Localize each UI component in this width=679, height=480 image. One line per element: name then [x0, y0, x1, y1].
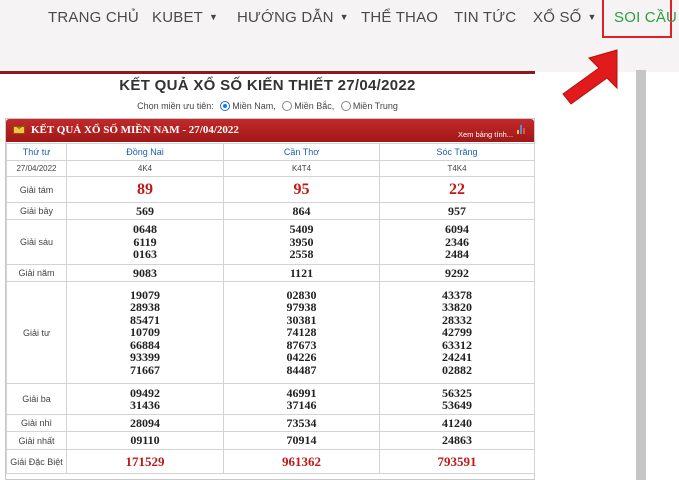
ticket-code: K4T4 — [224, 161, 380, 177]
nav-divider — [0, 71, 535, 74]
prize-value: 73534 — [224, 415, 380, 432]
results-table — [6, 143, 535, 474]
prize-values: 02830 97938 30381 74128 87673 04226 84487 — [224, 282, 380, 384]
prize-value: 9083 — [67, 265, 224, 282]
column-header[interactable]: Sóc Trăng — [380, 144, 535, 161]
special-prize-value: 793591 — [380, 450, 535, 474]
nav-tin-tuc[interactable]: TIN TỨC — [454, 9, 517, 26]
column-header[interactable]: Đồng Nai — [67, 144, 224, 161]
scrollbar[interactable] — [636, 70, 646, 480]
nav-the-thao[interactable]: THỂ THAO — [361, 9, 439, 26]
prize-label: Giải nhất — [7, 432, 67, 450]
table-row — [7, 282, 535, 384]
prize-value: 24863 — [380, 432, 535, 450]
table-row — [7, 203, 535, 220]
bar-chart-icon[interactable] — [517, 125, 525, 134]
ticket-code: T4K4 — [380, 161, 535, 177]
region-selector — [0, 101, 535, 111]
prize-value: 1121 — [224, 265, 380, 282]
prize-label: Giải tư — [7, 282, 67, 384]
prize-values: 0648 6119 0163 — [67, 220, 224, 265]
prize-value: 22 — [380, 177, 535, 203]
column-header[interactable]: Cần Thơ — [224, 144, 380, 161]
prize-value: 957 — [380, 203, 535, 220]
prize-values: 5409 3950 2558 — [224, 220, 380, 265]
table-row — [7, 265, 535, 282]
prize-value: 70914 — [224, 432, 380, 450]
radio-mien-trung[interactable] — [341, 101, 351, 111]
prize-value: 569 — [67, 203, 224, 220]
results-header — [6, 119, 534, 142]
prize-values: 46991 37146 — [224, 384, 380, 415]
prize-values: 6094 2346 2484 — [380, 220, 535, 265]
prize-value: 28094 — [67, 415, 224, 432]
prize-value: 89 — [67, 177, 224, 203]
nav-kubet[interactable]: KUBET ▼ — [152, 9, 219, 26]
results-title: KẾT QUẢ XỔ SỐ MIỀN NAM - 27/04/2022 — [31, 124, 239, 136]
prize-value: 9292 — [380, 265, 535, 282]
chevron-down-icon: ▼ — [339, 12, 349, 22]
table-row — [7, 415, 535, 432]
table-row — [7, 432, 535, 450]
radio-label: Miền Nam, — [232, 101, 276, 111]
prize-value: 09110 — [67, 432, 224, 450]
prize-values: 56325 53649 — [380, 384, 535, 415]
results-box — [5, 118, 535, 480]
table-header-row — [7, 144, 535, 161]
prize-label: Giải sáu — [7, 220, 67, 265]
mail-icon — [13, 126, 25, 134]
column-header: Thứ tư — [7, 144, 67, 161]
radio-mien-nam[interactable] — [220, 101, 230, 111]
prize-value: 41240 — [380, 415, 535, 432]
prize-values: 19079 28938 85471 10709 66884 93399 71667 — [67, 282, 224, 384]
table-row — [7, 384, 535, 415]
draw-date: 27/04/2022 — [7, 161, 67, 177]
prize-values: 43378 33820 28332 42799 63312 24241 02882 — [380, 282, 535, 384]
prize-value: 864 — [224, 203, 380, 220]
nav-trang-chu[interactable]: TRANG CHỦ — [48, 9, 139, 26]
table-row — [7, 177, 535, 203]
prize-label: Giải bảy — [7, 203, 67, 220]
region-prompt: Chọn miền ưu tiên: — [137, 101, 214, 111]
nav-xo-so[interactable]: XỔ SỐ ▼ — [533, 9, 597, 26]
table-row — [7, 450, 535, 474]
prize-label: Giải nhì — [7, 415, 67, 432]
radio-mien-bac[interactable] — [282, 101, 292, 111]
special-prize-value: 171529 — [67, 450, 224, 474]
nav-soi-cau[interactable]: SOI CẦU — [614, 9, 678, 26]
prize-label: Giải năm — [7, 265, 67, 282]
prize-label: Giải tám — [7, 177, 67, 203]
prize-values: 09492 31436 — [67, 384, 224, 415]
table-row — [7, 161, 535, 177]
radio-label: Miền Trung — [352, 101, 398, 111]
chevron-down-icon: ▼ — [209, 12, 219, 22]
page-title: KẾT QUẢ XỔ SỐ KIẾN THIẾT 27/04/2022 — [119, 77, 416, 94]
nav-huong-dan[interactable]: HƯỚNG DẪN ▼ — [237, 9, 349, 26]
table-row — [7, 220, 535, 265]
radio-label: Miền Bắc, — [294, 101, 335, 111]
prize-value: 95 — [224, 177, 380, 203]
view-table-link[interactable]: Xem bảng tính... — [458, 130, 514, 139]
red-arrow-icon — [555, 48, 625, 108]
prize-label: Giải Đặc Biệt — [7, 450, 67, 474]
ticket-code: 4K4 — [67, 161, 224, 177]
prize-label: Giải ba — [7, 384, 67, 415]
chevron-down-icon: ▼ — [587, 12, 597, 22]
special-prize-value: 961362 — [224, 450, 380, 474]
